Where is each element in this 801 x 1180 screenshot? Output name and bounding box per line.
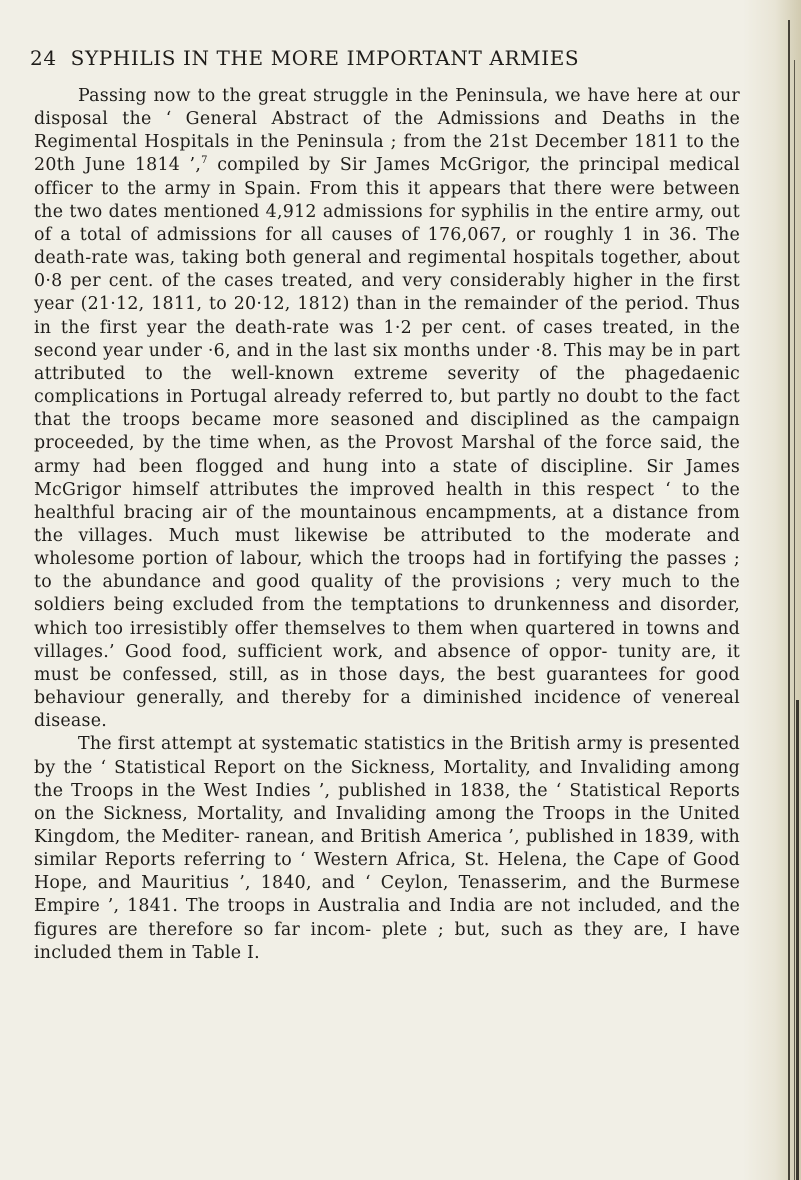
paragraph-2: The first attempt at systematic statistics in the British army is presented by the ‘ Statistical Report on the Sickness, Mortality, and Invaliding among the Troops in the West Indies ’, published in 1838, the ‘ Statistical Reports on the Sickness, Mortality, and Invaliding among the Troops in the United Kingdom, the Mediter- ranean, and British America ’, published in 1839, with similar Reports referring to ‘ Western Africa, St. Helena, the Cape of Good Hope, and Mauritius ’, 1840, and ‘ Ceylon, Tenasserim, and the Burmese Empire ’, 1841. The troops in Australia and India are not included, and the figures are therefore so far incom- plete ; but, such as they are, I have included them in Table I. (34, 734, 740, 963)
page-edge-line (796, 700, 799, 1180)
binding-shadow (743, 0, 801, 1180)
page-edge-line (794, 60, 795, 1180)
running-title: SYPHILIS IN THE MORE IMPORTANT ARMIES (70, 46, 580, 70)
page-edge-line (788, 20, 790, 1180)
paragraph-1-text-b: compiled by Sir James McGrigor, the principal medical officer to the army in Spain. From this it appears that there were between the two dates mentioned 4,912 admissions for syphilis in the entire army, out of a total of admissions for all causes of 176,067, or roughly 1 in 36. The death-rate was, taking both general and regimental hospitals together, about 0·8 per cent. of the cases treated, and very considerably higher in the first year (21·12, 1811, to 20·12, 1812) than in the remainder of the period. Thus in the first year the death-rate was 1·2 per cent. of cases treated, in the second year under ·6, and in the last six months under ·8. This may be in part attributed to the well-known extreme severity of the phagedaenic complications in Portugal already referred to, but partly no doubt to the fact that the troops became more seasoned and disciplined as the campaign proceeded, by the time when, as the Provost Marshal of the force said, the army had been flogged and hung into a state of discipline. Sir James McGrigor himself attributes the improved health in this respect ‘ to the healthful bracing air of the mountainous encampments, at a distance from the villages. Much must likewise be attributed to the moderate and wholesome portion of labour, which the troops had in fortifying the passes ; to the abundance and good quality of the provisions ; very much to the soldiers being excluded from the temptations to drunkenness and disorder, which too irresistibly offer themselves to them when quartered in towns and villages.’ Good food, sufficient work, and absence of oppor- tunity are, it must be confessed, still, as in those days, the best guarantees for good behaviour generally, and thereby for a diminished incidence of venereal disease. (34, 155, 740, 732)
paragraph-1-text-a: Passing now to the great struggle in the Peninsula, we have here at our disposal the ‘ General Abstract of the Admissions and Deaths in the Regimental Hospitals in the Peninsula ; from the 21st December 1811 to the 20th June 1814 ’, (34, 86, 740, 176)
footnote-ref-7: 7 (201, 155, 208, 167)
page-number: 24 (30, 46, 57, 70)
body-text (34, 85, 740, 965)
running-head (30, 46, 579, 70)
paragraph-1 (34, 85, 740, 733)
